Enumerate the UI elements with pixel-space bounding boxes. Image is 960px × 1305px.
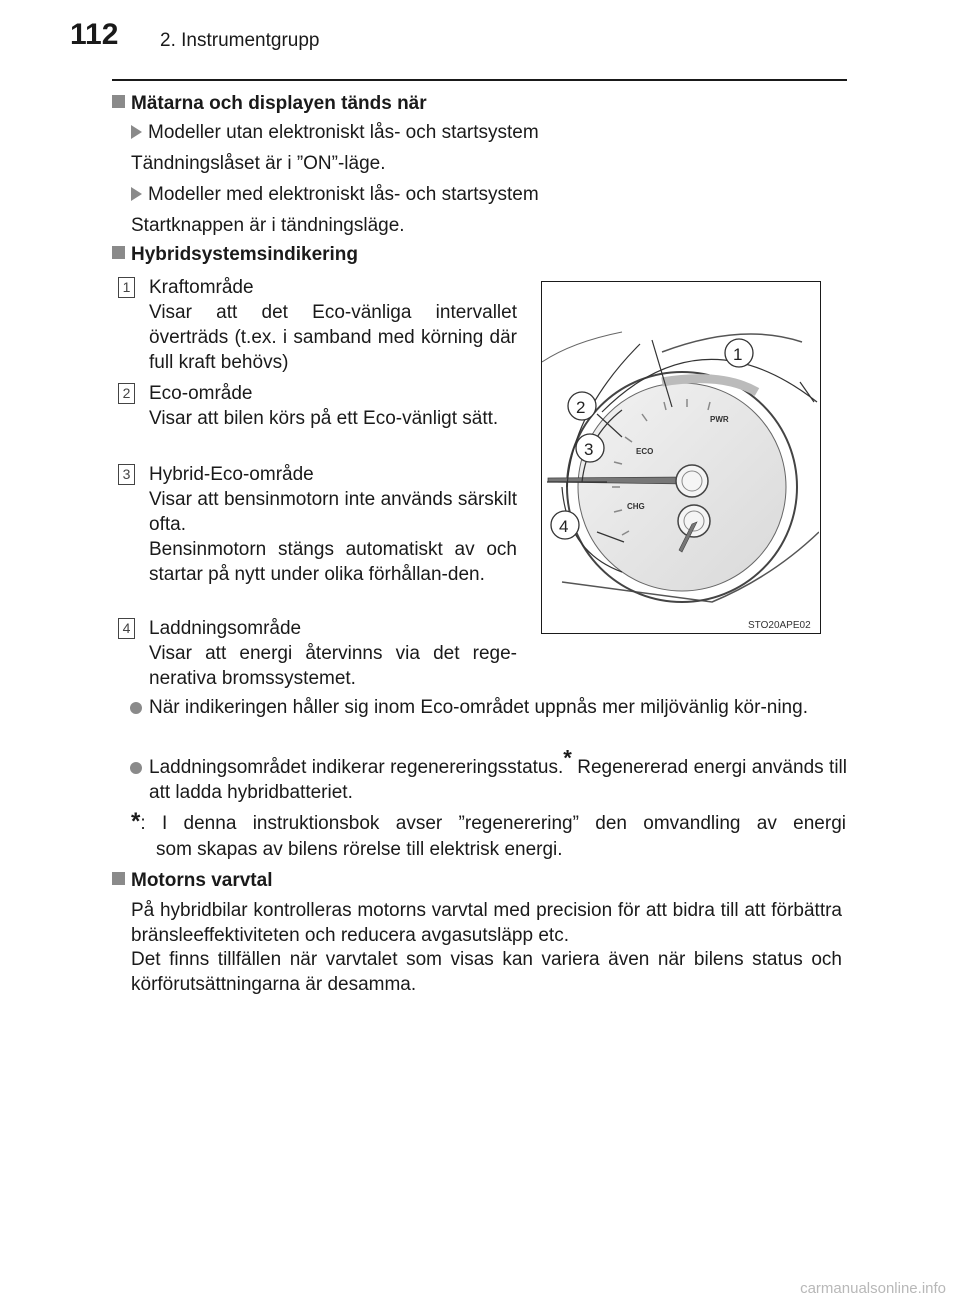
chg-label: CHG <box>627 502 645 511</box>
gauge-illustration <box>542 282 819 632</box>
callout-number-4: 4 <box>118 618 135 639</box>
svg-text:1: 1 <box>733 345 743 364</box>
callout-number-1: 1 <box>118 277 135 298</box>
svg-text:2: 2 <box>576 398 586 417</box>
callout-power-area <box>149 275 517 375</box>
svg-text:4: 4 <box>559 517 569 536</box>
callout-charge-area <box>149 616 517 691</box>
square-bullet-icon <box>112 872 125 885</box>
callout-title: Laddningsområde <box>149 618 302 639</box>
callout-desc-2: Bensinmotorn stängs automatiskt av och startar på nytt under olika förhållan-den. <box>149 539 517 585</box>
page-number: 112 <box>70 18 119 51</box>
engine-speed-para-1: På hybridbilar kontrolleras motorns varvtal med precision för att bidra till att förbättra bränsleeffektiviteten och reducera avgasutsläpp etc. <box>131 900 842 946</box>
start-button-text: Startknappen är i tändningsläge. <box>131 215 405 236</box>
arrow-right-icon <box>131 125 142 139</box>
callout-desc: Visar att energi återvinns via det rege-nerativa bromssystemet. <box>149 643 517 689</box>
bullet-charge-text: Laddningsområdet indikerar regenereringsstatus.* Regenererad energi används till att ladda hybridbatteriet. <box>149 745 847 803</box>
needle-hub <box>676 465 708 497</box>
model-without-keyless: Modeller utan elektroniskt lås- och startsystem <box>131 120 539 145</box>
callout-hybrid-eco-area <box>149 462 517 587</box>
chapter-title: 2. Instrumentgrupp <box>160 30 320 51</box>
callout-desc: Visar att det Eco-vänliga intervallet överträds (t.ex. i samband med körning där full kraft behövs) <box>149 302 517 373</box>
needle <box>548 477 690 484</box>
footnote-line-1: *: I denna instruktionsbok avser ”regenerering” den omvandling av energi <box>131 808 846 835</box>
section-heading-hybrid-indicator: Hybridsystemsindikering <box>112 244 358 266</box>
figure-code: STO20APE02 <box>748 620 811 631</box>
callout-desc: Visar att bilen körs på ett Eco-vänligt sätt. <box>149 408 499 429</box>
callout-title: Eco-område <box>149 383 253 404</box>
callout-title: Hybrid-Eco-område <box>149 464 314 485</box>
pwr-label: PWR <box>710 415 729 424</box>
engine-speed-para-2: Det finns tillfällen när varvtalet som visas kan variera även när bilens status och körförutsättningarna är desamma. <box>131 949 842 995</box>
footnote-mark: * <box>563 745 572 771</box>
section-heading-engine-speed: Motorns varvtal <box>112 870 272 892</box>
callout-number-3: 3 <box>118 464 135 485</box>
callout-title: Kraftområde <box>149 277 254 298</box>
bullet-eco-text: När indikeringen håller sig inom Eco-området uppnås mer miljövänlig kör-ning. <box>149 697 808 718</box>
arrow-right-icon <box>131 187 142 201</box>
sub-dial <box>678 505 710 537</box>
ignition-on-text: Tändningslåset är i ”ON”-läge. <box>131 153 386 174</box>
round-bullet-icon <box>130 701 142 719</box>
hybrid-indicator-figure <box>541 281 821 634</box>
round-bullet-icon <box>130 761 142 779</box>
watermark: carmanualsonline.info <box>800 1280 946 1297</box>
model-with-keyless: Modeller med elektroniskt lås- och startsystem <box>131 182 539 207</box>
svg-text:3: 3 <box>584 440 594 459</box>
square-bullet-icon <box>112 95 125 108</box>
header-rule <box>112 79 847 81</box>
callout-number-2: 2 <box>118 383 135 404</box>
section-heading-meters: Mätarna och displayen tänds när <box>112 93 427 115</box>
footnote-line-2: som skapas av bilens rörelse till elektrisk energi. <box>156 839 563 860</box>
square-bullet-icon <box>112 246 125 259</box>
callout-desc: Visar att bensinmotorn inte används särskilt ofta. <box>149 489 517 535</box>
eco-label: ECO <box>636 447 654 456</box>
callout-eco-area <box>149 381 517 431</box>
